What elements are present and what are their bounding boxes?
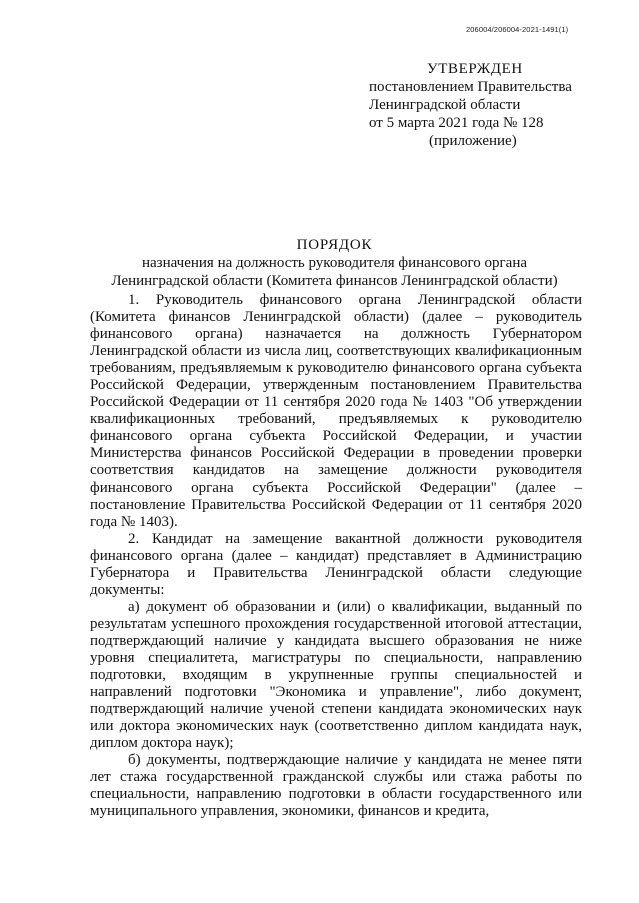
document-title: ПОРЯДОК <box>296 237 373 253</box>
document-subtitle-line-2: Ленинградской области (Комитета финансов Ленинградской области) <box>111 273 558 289</box>
approval-stamp-block <box>369 60 619 150</box>
approval-line-2: Ленинградской области <box>369 97 521 113</box>
approval-title: УТВЕРЖДЕН <box>427 61 523 77</box>
document-registration-number: 206004/206004-2021-1491(1) <box>466 25 569 34</box>
document-body <box>90 292 582 820</box>
document-heading <box>0 236 639 290</box>
approval-line-3: от 5 марта 2021 года № 128 <box>369 115 544 131</box>
approval-line-4: (приложение) <box>429 133 517 149</box>
document-subtitle-line-1: назначения на должность руководителя финансового органа <box>141 255 528 271</box>
paragraph-1: 1. Руководитель финансового органа Ленинградской области (Комитета финансов Ленинградской области) (далее – руководитель финансового органа) назначается на должность Губернатором Ленинградской области из числа лиц, соответствующих квалификационным требованиям, предъявляемым к руководителю финансового органа субъекта Российской Федерации, утвержденным постановлением Правительства Российской Федерации от 11 сентября 2020 года № 1403 "Об утверждении квалификационных требований, предъявляемых к руководителю финансового органа субъекта Российской Федерации, и участии Министерства финансов Российской Федерации в проведении проверки соответствия кандидатов на замещение должности руководителя финансового органа субъекта Российской Федерации" (далее – постановление Правительства Российской Федерации от 11 сентября 2020 года № 1403). <box>90 292 582 530</box>
paragraph-2a: а) документ об образовании и (или) о квалификации, выданный по результатам успешного прохождения государственной итоговой аттестации, подтверждающий наличие у кандидата высшего образования не ниже уровня специалитета, магистратуры по специальности, направлению подготовки, входящим в укрупненные группы специальностей и направлений подготовки "Экономика и управление", либо документ, подтверждающий наличие ученой степени кандидата экономических наук или доктора экономических наук (соответственно диплом кандидата наук, диплом доктора наук); <box>90 598 582 752</box>
paragraph-2: 2. Кандидат на замещение вакантной должности руководителя финансового органа (далее – кандидат) представляет в Администрацию Губернатора и Правительства Ленинградской области следующие документы: <box>90 530 582 598</box>
approval-line-1: постановлением Правительства <box>369 79 572 95</box>
paragraph-2b: б) документы, подтверждающие наличие у кандидата не менее пяти лет стажа государственной гражданской службы или стажа работы по специальности, направлению подготовки в области государственного или муниципального управления, экономики, финансов и кредита, <box>90 752 582 820</box>
